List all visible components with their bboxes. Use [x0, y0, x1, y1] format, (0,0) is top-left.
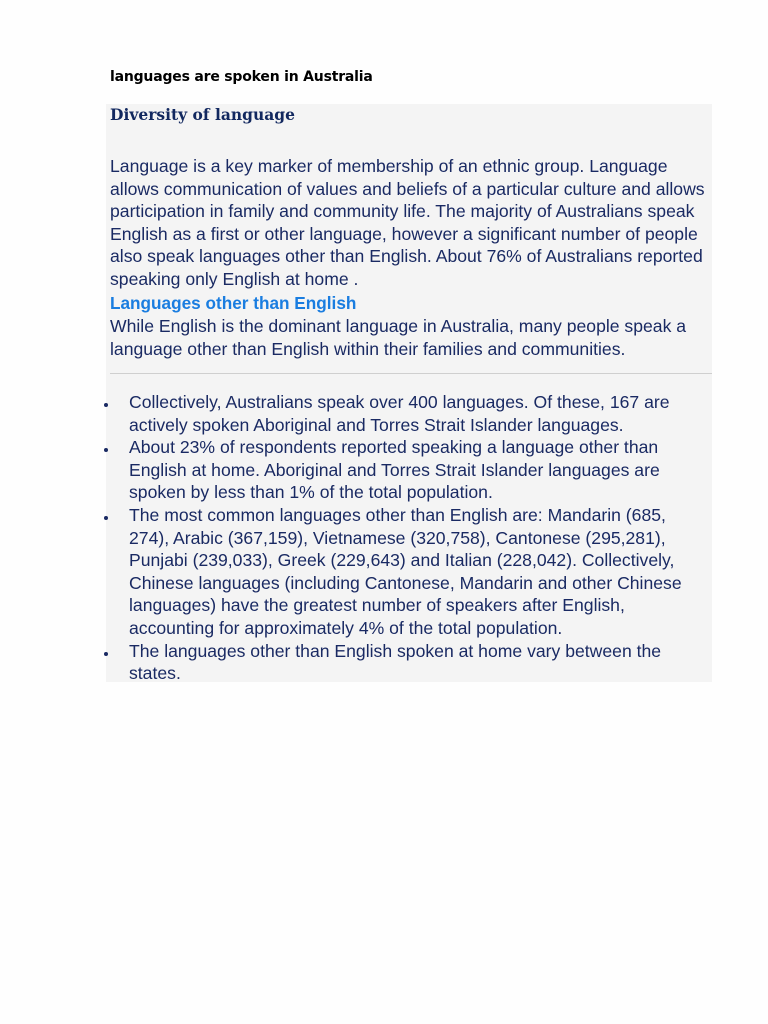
document-title: languages are spoken in Australia — [110, 69, 373, 85]
divider — [110, 373, 712, 374]
bullet-icon — [104, 516, 108, 520]
languages-paragraph: While English is the dominant language in Australia, many people speak a language other than English within their families and communities. — [110, 316, 687, 359]
intro-paragraph: Language is a key marker of membership of an ethnic group. Language allows communication of values and beliefs of a particular culture and allows participation in family and community life. The majority of Australians speak English as a first or other language, however a significant number of people also speak languages other than English. About 76% of Australians reported speaking only English at home . — [110, 156, 705, 289]
section-heading: Diversity of language — [110, 105, 295, 124]
list-item-text: The languages other than English spoken at home vary between the states. — [129, 640, 662, 684]
facts-list — [102, 391, 692, 685]
bullet-icon — [104, 403, 108, 407]
list-item-text: The most common languages other than English are: Mandarin (685, 274), Arabic (367,159), Vietnamese (320,758), Cantonese (295,281), Punjabi (239,033), Greek (229,643) and Italian (228,042). Collectively, Chinese languages (including Cantonese, Mandarin and other Chinese languages) have the greatest number of speakers after English, accounting for approximately 4% of the total population. — [129, 504, 682, 638]
list-item — [102, 391, 692, 436]
languages-subheading: Languages other than English — [110, 293, 357, 313]
list-item — [102, 504, 692, 640]
list-item — [102, 436, 692, 504]
list-item-text: About 23% of respondents reported speaking a language other than English at home. Aboriginal and Torres Strait Islander languages are spoken by less than 1% of the total population. — [129, 437, 660, 503]
bullet-icon — [104, 448, 108, 452]
list-item — [102, 640, 692, 685]
bullet-icon — [104, 652, 108, 656]
list-item-text: Collectively, Australians speak over 400 languages. Of these, 167 are actively spoken Aboriginal and Torres Strait Islander languages. — [129, 392, 670, 435]
